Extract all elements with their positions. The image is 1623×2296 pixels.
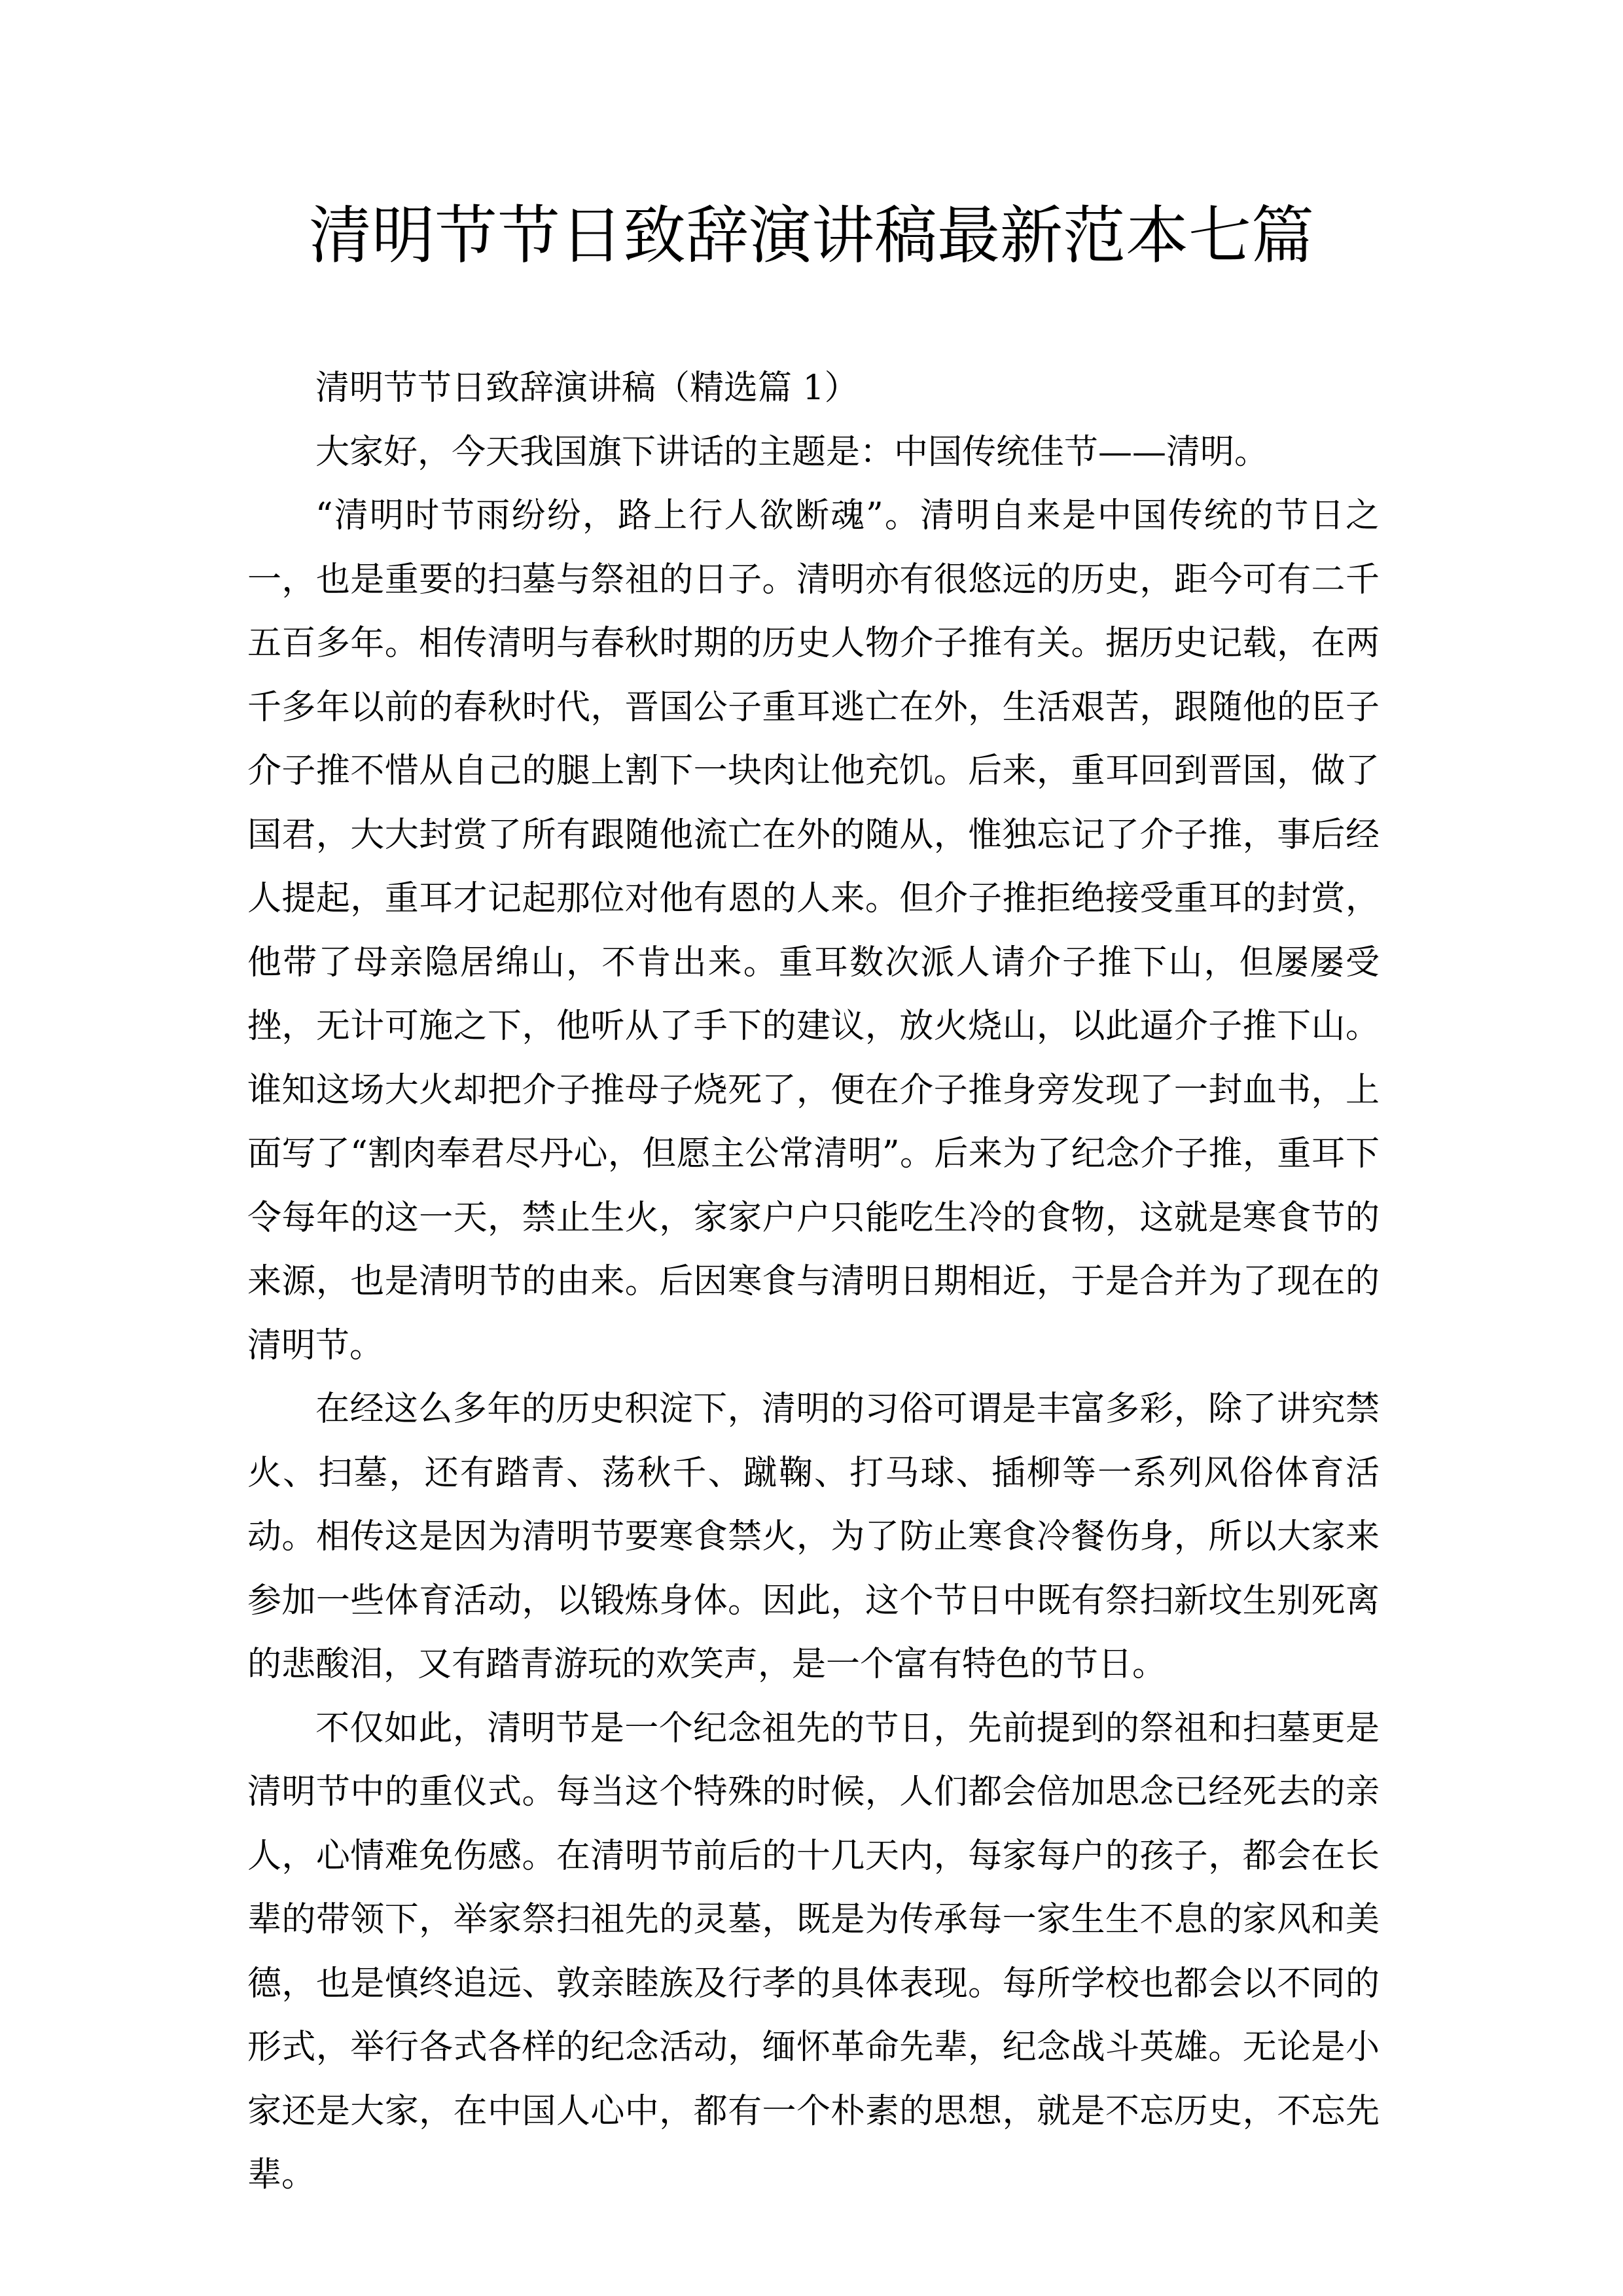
section-heading: 清明节节日致辞演讲稿（精选篇 1） [315,368,859,408]
paragraph-origin-story: “清明时节雨纷纷，路上行人欲断魂”。清明自来是中国传统的节日之一，也是重要的扫墓与祭祖的日子。清明亦有很悠远的历史，距今可有二千五百多年。相传清明与春秋时期的历史人物介子推有关。据历史记载，在两千多年以前的春秋时代，晋国公子重耳逃亡在外，生活艰苦，跟随他的臣子介子推不惜从自己的腿上割下一块肉让他充饥。后来，重耳回到晋国，做了国君，大大封赏了所有跟随他流亡在外的随从，惟独忘记了介子推，事后经人提起，重耳才记起那位对他有恩的人来。但介子推拒绝接受重耳的封赏，他带了母亲隐居绵山，不肯出来。重耳数次派人请介子推下山，但屡屡受挫，无计可施之下，他听从了手下的建议，放火烧山，以此逼介子推下山。谁知这场大火却把介子推母子烧死了，便在介子推身旁发现了一封血书，上面写了“割肉奉君尽丹心，但愿主公常清明”。后来为了纪念介子推，重耳下令每年的这一天，禁止生火，家家户户只能吃生冷的食物，这就是寒食节的来源，也是清明节的由来。后因寒食与清明日期相近，于是合并为了现在的清明节。 [247,496,1380,1365]
document-body [247,357,1380,2208]
document-title: 清明节节日致辞演讲稿最新范本七篇 [309,199,1314,272]
paragraph-greeting: 大家好，今天我国旗下讲话的主题是：中国传统佳节——清明。 [315,432,1269,472]
paragraph-ancestor-remembrance: 不仅如此，清明节是一个纪念祖先的节日，先前提到的祭祖和扫墓更是清明节中的重仪式。每当这个特殊的时候，人们都会倍加思念已经死去的亲人，心情难免伤感。在清明节前后的十几天内，每家每户的孩子，都会在长辈的带领下，举家祭扫祖先的灵墓，既是为传承每一家生生不息的家风和美德，也是慎终追远、敦亲睦族及行孝的具体表现。每所学校也都会以不同的形式，举行各式各样的纪念活动，缅怀革命先辈，纪念战斗英雄。无论是小家还是大家，在中国人心中，都有一个朴素的思想，就是不忘历史，不忘先辈。 [247,1708,1380,2195]
paragraph-customs: 在经这么多年的历史积淀下，清明的习俗可谓是丰富多彩，除了讲究禁火、扫墓，还有踏青、荡秋千、蹴鞠、打马球、插柳等一系列风俗体育活动。相传这是因为清明节要寒食禁火，为了防止寒食冷餐伤身，所以大家来参加一些体育活动，以锻炼身体。因此，这个节日中既有祭扫新坟生别死离的悲酸泪，又有踏青游玩的欢笑声，是一个富有特色的节日。 [247,1390,1380,1684]
